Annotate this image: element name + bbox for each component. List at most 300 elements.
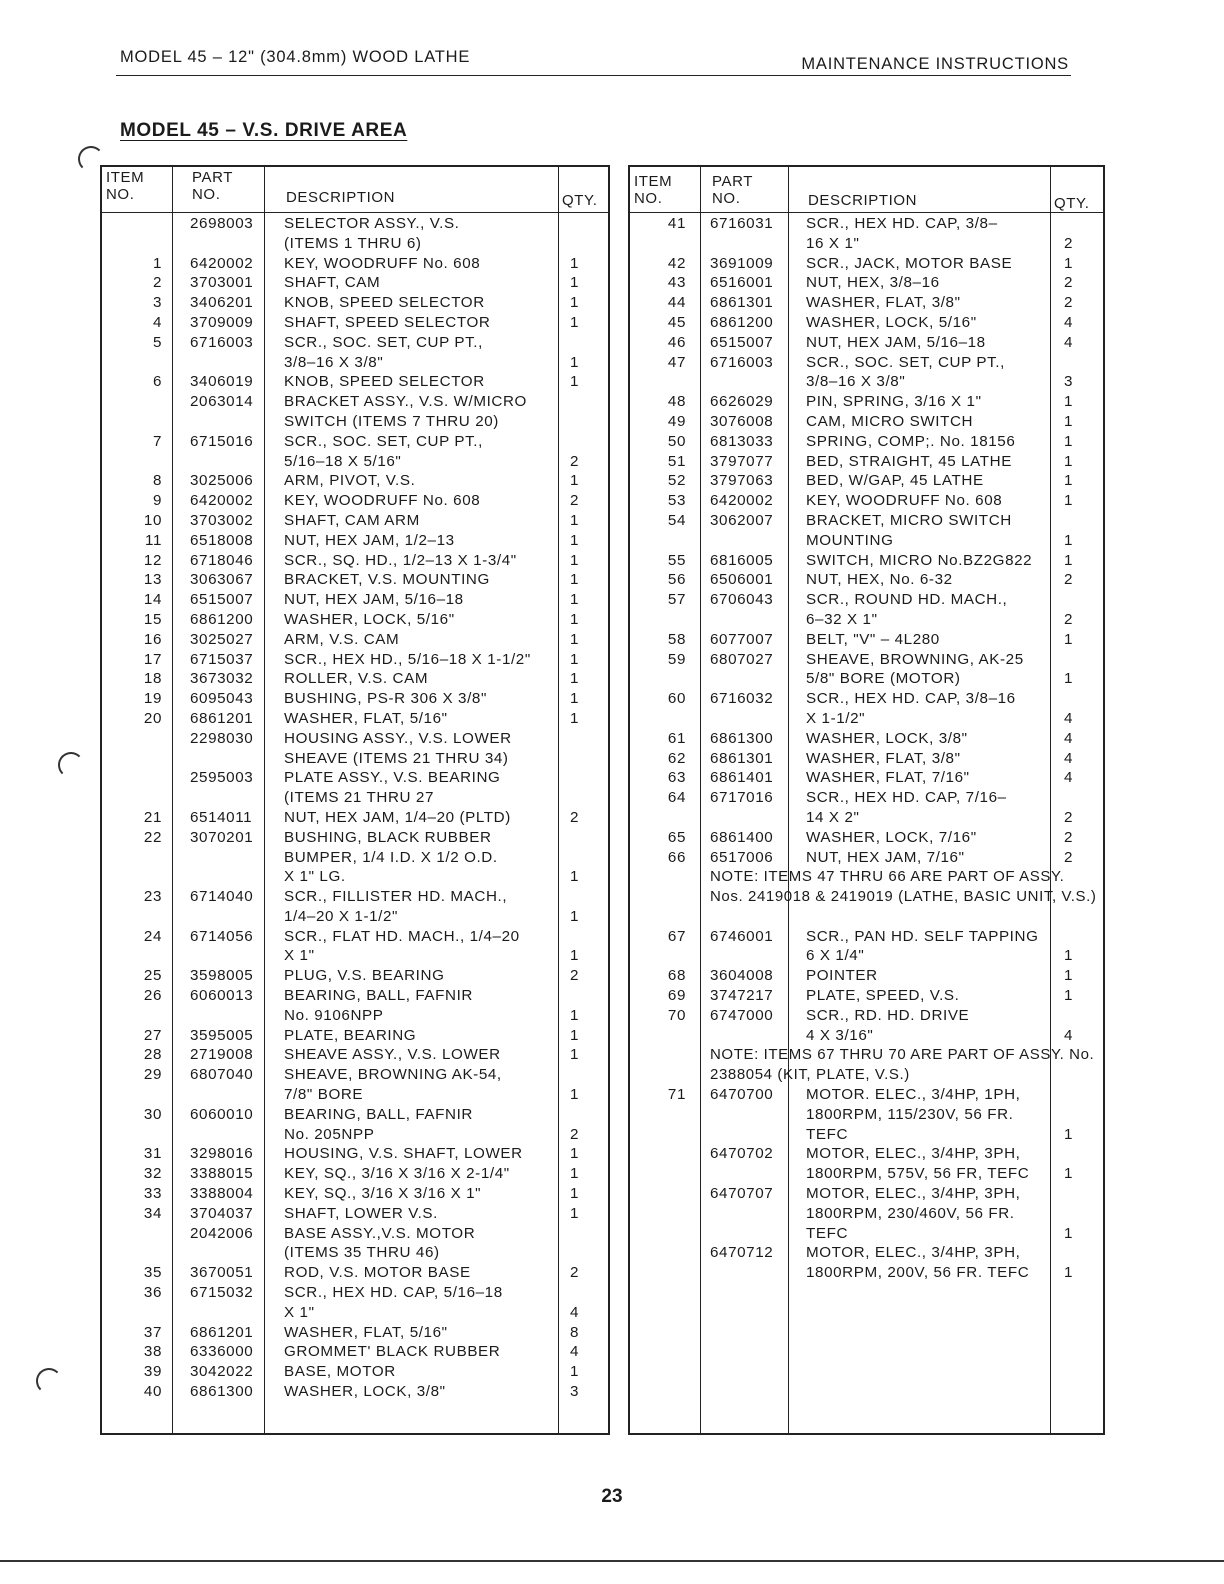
- cell-qty: 4: [1064, 313, 1074, 331]
- cell-description: KEY, WOODRUFF No. 608: [284, 492, 481, 510]
- cell-item: 38: [143, 1343, 162, 1361]
- cell-description: NUT, HEX JAM, 5/16–18: [806, 333, 986, 351]
- cell-part-no: 3691009: [710, 254, 774, 272]
- cell-part-no: 3076008: [710, 412, 774, 430]
- cell-description: KNOB, SPEED SELECTOR: [284, 373, 485, 391]
- cell-description: SHAFT, CAM ARM: [284, 511, 420, 529]
- cell-description: BRACKET, MICRO SWITCH: [806, 511, 1012, 529]
- cell-description: SHEAVE (ITEMS 21 THRU 34): [284, 749, 509, 767]
- cell-description: 1800RPM, 200V, 56 FR. TEFC: [806, 1264, 1030, 1282]
- table-row: [630, 689, 1103, 709]
- cell-part-no: 6626029: [710, 393, 774, 411]
- cell-part-no: 6716003: [190, 333, 254, 351]
- cell-description: SWITCH, MICRO No.BZ2G822: [806, 551, 1033, 569]
- table-row: [630, 551, 1103, 571]
- cell-description: X 1" LG.: [284, 868, 346, 886]
- cell-qty: 4: [570, 1343, 580, 1361]
- cell-description: KEY, WOODRUFF No. 608: [806, 492, 1003, 510]
- cell-qty: 1: [570, 1145, 580, 1163]
- cell-description: SHEAVE, BROWNING, AK-25: [806, 650, 1024, 668]
- cell-part-no: 6718046: [190, 551, 254, 569]
- cell-description: 14 X 2": [806, 808, 860, 826]
- cell-description: WASHER, FLAT, 5/16": [284, 1323, 448, 1341]
- table-row: [630, 570, 1103, 590]
- cell-description: SHEAVE ASSY., V.S. LOWER: [284, 1046, 501, 1064]
- cell-part-no: 2595003: [190, 769, 254, 787]
- cell-qty: 1: [1064, 393, 1074, 411]
- cell-item: 4: [152, 313, 162, 331]
- cell-part-no: 6515007: [710, 333, 774, 351]
- table-row: [102, 1323, 608, 1343]
- table-row: [630, 1006, 1103, 1026]
- cell-description: KEY, SQ., 3/16 X 3/16 X 2-1/4": [284, 1165, 510, 1183]
- cell-description: SCR., FILLISTER HD. MACH.,: [284, 888, 508, 906]
- table-row: [630, 471, 1103, 491]
- cell-description: KEY, WOODRUFF No. 608: [284, 254, 481, 272]
- cell-part-no: 6060010: [190, 1105, 254, 1123]
- cell-description: 1800RPM, 230/460V, 56 FR.: [806, 1204, 1015, 1222]
- table-row: [630, 313, 1103, 333]
- cell-description: NUT, HEX JAM, 1/4–20 (PLTD): [284, 808, 511, 826]
- cell-description: TEFC: [806, 1125, 849, 1143]
- cell-description: BRACKET, V.S. MOUNTING: [284, 571, 490, 589]
- cell-description: ROLLER, V.S. CAM: [284, 670, 429, 688]
- table-row: [102, 1263, 608, 1283]
- rows-right: [630, 214, 1103, 1283]
- cell-qty: 1: [570, 907, 580, 925]
- cell-description: 6–32 X 1": [806, 610, 878, 628]
- cell-qty: 1: [570, 868, 580, 886]
- cell-qty: 1: [570, 1026, 580, 1044]
- cell-qty: 1: [570, 472, 580, 490]
- cell-item: 9: [152, 492, 162, 510]
- table-row: [102, 1204, 608, 1224]
- cell-qty: 1: [570, 947, 580, 965]
- table-row: [630, 333, 1103, 353]
- cell-item: 68: [667, 967, 686, 985]
- cell-item: 28: [143, 1046, 162, 1064]
- cell-qty: 1: [570, 1165, 580, 1183]
- cell-qty: 2: [1064, 610, 1074, 628]
- cell-part-no: 3388004: [190, 1185, 254, 1203]
- cell-part-no: 6420002: [190, 492, 254, 510]
- cell-description: SCR., HEX HD. CAP, 3/8–16: [806, 690, 1016, 708]
- cell-qty: 1: [1064, 472, 1074, 490]
- cell-description: WASHER, LOCK, 5/16": [284, 610, 455, 628]
- cell-description: No. 205NPP: [284, 1125, 375, 1143]
- cell-part-no: 6861400: [710, 828, 774, 846]
- table-row: [630, 828, 1103, 848]
- cell-part-no: 6861401: [710, 769, 774, 787]
- table-row: [102, 887, 608, 907]
- cell-description: SHAFT, LOWER V.S.: [284, 1204, 438, 1222]
- cell-item: 1: [152, 254, 162, 272]
- note-text: NOTE: ITEMS 47 THRU 66 ARE PART OF ASSY. Nos. 2419018 & 2419019 (LATHE, BASIC UNIT, V.S.): [710, 868, 1097, 906]
- cell-description: SCR., HEX HD. CAP, 3/8–: [806, 215, 998, 232]
- cell-description: SCR., HEX HD., 5/16–18 X 1-1/2": [284, 650, 531, 668]
- cell-item: 44: [667, 294, 686, 312]
- cell-item: 50: [667, 432, 686, 450]
- cell-item: 55: [667, 551, 686, 569]
- cell-item: 10: [143, 511, 162, 529]
- cell-qty: 4: [1064, 769, 1074, 787]
- table-row: [630, 392, 1103, 412]
- cell-description: 3/8–16 X 3/8": [284, 353, 384, 371]
- table-row: [102, 1065, 608, 1085]
- cell-qty: 1: [570, 531, 580, 549]
- table-row: [102, 907, 608, 927]
- cell-part-no: 2042006: [190, 1224, 254, 1242]
- cell-description: BEARING, BALL, FAFNIR: [284, 987, 473, 1005]
- cell-qty: 1: [570, 353, 580, 371]
- table-row: [630, 1164, 1103, 1184]
- cell-description: TEFC: [806, 1224, 849, 1242]
- col-header-description: DESCRIPTION: [808, 192, 918, 209]
- cell-qty: 1: [1064, 947, 1074, 965]
- cell-item: 12: [143, 551, 162, 569]
- table-row: [102, 273, 608, 293]
- table-row: [102, 1125, 608, 1145]
- table-row: [630, 669, 1103, 689]
- cell-part-no: 3703001: [190, 274, 254, 292]
- cell-qty: 1: [570, 313, 580, 331]
- cell-description: BUMPER, 1/4 I.D. X 1/2 O.D.: [284, 848, 498, 866]
- cell-qty: 4: [570, 1303, 580, 1321]
- cell-qty: 1: [570, 511, 580, 529]
- table-row: [630, 273, 1103, 293]
- col-header-description: DESCRIPTION: [286, 189, 396, 206]
- cell-part-no: 2063014: [190, 393, 254, 411]
- cell-description: SCR., SOC. SET, CUP PT.,: [806, 353, 1005, 371]
- header-left-title: MODEL 45 – 12" (304.8mm) WOOD LATHE: [120, 48, 471, 66]
- table-row: [102, 491, 608, 511]
- cell-item: 24: [143, 927, 162, 945]
- table-row: [630, 412, 1103, 432]
- cell-part-no: 3709009: [190, 313, 254, 331]
- cell-description: ROD, V.S. MOTOR BASE: [284, 1264, 471, 1282]
- table-row: [102, 709, 608, 729]
- cell-item: 5: [152, 333, 162, 351]
- cell-part-no: 3797077: [710, 452, 774, 470]
- cell-qty: 2: [1064, 234, 1074, 252]
- cell-description: X 1": [284, 947, 315, 965]
- cell-qty: 1: [570, 610, 580, 628]
- table-row: [630, 808, 1103, 828]
- cell-qty: 2: [1064, 808, 1074, 826]
- table-row: [630, 966, 1103, 986]
- cell-part-no: 3673032: [190, 670, 254, 688]
- cell-description: WASHER, FLAT, 5/16": [284, 709, 448, 727]
- table-row: [102, 1362, 608, 1382]
- cell-item: 59: [667, 650, 686, 668]
- cell-qty: 2: [570, 967, 580, 985]
- cell-description: MOTOR, ELEC., 3/4HP, 3PH,: [806, 1185, 1021, 1203]
- cell-qty: 1: [570, 571, 580, 589]
- cell-item: 39: [143, 1363, 162, 1381]
- cell-description: 1800RPM, 575V, 56 FR, TEFC: [806, 1165, 1030, 1183]
- table-row: [102, 1164, 608, 1184]
- table-row: [102, 867, 608, 887]
- cell-part-no: 6714056: [190, 927, 254, 945]
- cell-description: WASHER, LOCK, 3/8": [284, 1383, 446, 1401]
- cell-part-no: 3595005: [190, 1026, 254, 1044]
- cell-part-no: 6861301: [710, 294, 774, 312]
- table-row: [630, 1026, 1103, 1046]
- cell-item: 45: [667, 313, 686, 331]
- cell-item: 58: [667, 630, 686, 648]
- table-row: [102, 630, 608, 650]
- cell-item: 41: [667, 215, 686, 232]
- cell-description: 5/8" BORE (MOTOR): [806, 670, 961, 688]
- cell-qty: 3: [570, 1383, 580, 1401]
- cell-item: 3: [152, 294, 162, 312]
- cell-description: SCR., SOC. SET, CUP PT.,: [284, 333, 483, 351]
- cell-qty: 1: [1064, 412, 1074, 430]
- cell-description: 5/16–18 X 5/16": [284, 452, 402, 470]
- cell-part-no: 3797063: [710, 472, 774, 490]
- cell-description: 3/8–16 X 3/8": [806, 373, 906, 391]
- table-row: [102, 966, 608, 986]
- table-row: [102, 293, 608, 313]
- cell-item: 22: [143, 828, 162, 846]
- cell-part-no: 3670051: [190, 1264, 254, 1282]
- header-divider: [630, 212, 1103, 213]
- cell-part-no: 6506001: [710, 571, 774, 589]
- cell-qty: 3: [1064, 373, 1074, 391]
- cell-part-no: 3598005: [190, 967, 254, 985]
- note-text: NOTE: ITEMS 67 THRU 70 ARE PART OF ASSY. No. 2388054 (KIT, PLATE, V.S.): [710, 1046, 1095, 1084]
- col-header-qty: QTY.: [562, 192, 598, 209]
- cell-part-no: 6336000: [190, 1343, 254, 1361]
- cell-part-no: 6716031: [710, 215, 774, 232]
- cell-item: 36: [143, 1284, 162, 1302]
- cell-item: 62: [667, 749, 686, 767]
- table-row: [102, 768, 608, 788]
- cell-part-no: 3070201: [190, 828, 254, 846]
- cell-part-no: 6716032: [710, 690, 774, 708]
- cell-item: 35: [143, 1264, 162, 1282]
- table-row: [630, 452, 1103, 472]
- cell-description: HOUSING ASSY., V.S. LOWER: [284, 729, 512, 747]
- cell-part-no: 6706043: [710, 591, 774, 609]
- cell-description: NUT, HEX JAM, 5/16–18: [284, 591, 464, 609]
- cell-description: WASHER, LOCK, 3/8": [806, 729, 968, 747]
- cell-qty: 8: [570, 1323, 580, 1341]
- cell-part-no: 6470712: [710, 1244, 774, 1262]
- cell-description: NUT, HEX JAM, 7/16": [806, 848, 965, 866]
- table-row: [630, 848, 1103, 868]
- cell-qty: 2: [570, 1264, 580, 1282]
- table-row: [630, 214, 1103, 234]
- cell-part-no: 6861201: [190, 709, 254, 727]
- table-row: [630, 610, 1103, 630]
- cell-description: 1800RPM, 115/230V, 56 FR.: [806, 1105, 1014, 1123]
- cell-item: 42: [667, 254, 686, 272]
- page-bottom-rule: [0, 1560, 1224, 1562]
- table-row: [102, 1006, 608, 1026]
- cell-description: SELECTOR ASSY., V.S.: [284, 215, 460, 232]
- cell-description: No. 9106NPP: [284, 1006, 384, 1024]
- cell-part-no: 6470700: [710, 1086, 774, 1104]
- cell-item: 30: [143, 1105, 162, 1123]
- cell-description: X 1-1/2": [806, 709, 866, 727]
- cell-description: BELT, "V" – 4L280: [806, 630, 940, 648]
- table-row: [630, 927, 1103, 947]
- page-number: 23: [601, 1486, 623, 1507]
- cell-part-no: 3406201: [190, 294, 254, 312]
- table-row: [102, 1144, 608, 1164]
- cell-part-no: 6514011: [190, 808, 253, 826]
- cell-description: GROMMET' BLACK RUBBER: [284, 1343, 501, 1361]
- cell-part-no: 6861301: [710, 749, 774, 767]
- cell-item: 18: [143, 670, 162, 688]
- cell-item: 67: [667, 927, 686, 945]
- cell-part-no: 6470702: [710, 1145, 774, 1163]
- cell-description: SHEAVE, BROWNING AK-54,: [284, 1066, 502, 1084]
- cell-qty: 1: [570, 630, 580, 648]
- cell-description: WASHER, LOCK, 5/16": [806, 313, 977, 331]
- cell-qty: 4: [1064, 1026, 1074, 1044]
- cell-qty: 1: [1064, 1125, 1074, 1143]
- cell-qty: 1: [1064, 1224, 1074, 1242]
- cell-description: SCR., FLAT HD. MACH., 1/4–20: [284, 927, 520, 945]
- table-row: [102, 946, 608, 966]
- cell-qty: 1: [570, 650, 580, 668]
- cell-description: CAM, MICRO SWITCH: [806, 412, 974, 430]
- cell-description: ARM, PIVOT, V.S.: [284, 472, 416, 490]
- cell-part-no: 3604008: [710, 967, 774, 985]
- table-row: [102, 570, 608, 590]
- cell-qty: 1: [570, 551, 580, 569]
- cell-description: ARM, V.S. CAM: [284, 630, 400, 648]
- cell-description: HOUSING, V.S. SHAFT, LOWER: [284, 1145, 523, 1163]
- cell-description: SHAFT, SPEED SELECTOR: [284, 313, 491, 331]
- cell-part-no: 6861200: [710, 313, 774, 331]
- cell-qty: 2: [1064, 848, 1074, 866]
- table-row: [630, 788, 1103, 808]
- cell-description: PLATE, BEARING: [284, 1026, 417, 1044]
- table-row: [630, 353, 1103, 373]
- cell-part-no: 6095043: [190, 690, 254, 708]
- table-row: [102, 1342, 608, 1362]
- table-row: [102, 1085, 608, 1105]
- cell-qty: 1: [1064, 432, 1074, 450]
- table-row: [102, 471, 608, 491]
- cell-description: (ITEMS 1 THRU 6): [284, 234, 422, 252]
- table-row: [102, 254, 608, 274]
- cell-item: 40: [143, 1383, 162, 1401]
- table-row: [102, 432, 608, 452]
- cell-item: 47: [667, 353, 686, 371]
- cell-description: BUSHING, PS-R 306 X 3/8": [284, 690, 487, 708]
- table-row: [630, 768, 1103, 788]
- cell-description: SCR., SOC. SET, CUP PT.,: [284, 432, 483, 450]
- cell-part-no: 2298030: [190, 729, 254, 747]
- cell-part-no: 3298016: [190, 1145, 254, 1163]
- cell-item: 43: [667, 274, 686, 292]
- table-row: [630, 293, 1103, 313]
- cell-item: 11: [145, 531, 162, 549]
- cell-description: WASHER, FLAT, 3/8": [806, 749, 961, 767]
- table-row: [102, 927, 608, 947]
- cell-part-no: 6420002: [190, 254, 254, 272]
- cell-description: WASHER, LOCK, 7/16": [806, 828, 977, 846]
- cell-part-no: 6861201: [190, 1323, 254, 1341]
- table-row: [630, 1184, 1103, 1204]
- table-row: [102, 1184, 608, 1204]
- table-row: [102, 689, 608, 709]
- cell-item: 16: [143, 630, 162, 648]
- section-title: MODEL 45 – V.S. DRIVE AREA: [120, 120, 408, 141]
- table-row: [102, 214, 608, 234]
- table-row: [102, 412, 608, 432]
- table-row: [102, 1045, 608, 1065]
- table-row: [102, 333, 608, 353]
- cell-part-no: 6420002: [710, 492, 774, 510]
- cell-qty: 1: [570, 591, 580, 609]
- cell-qty: 1: [570, 294, 580, 312]
- header-right-title: MAINTENANCE INSTRUCTIONS: [801, 55, 1069, 73]
- cell-description: 1/4–20 X 1-1/2": [284, 907, 399, 925]
- cell-item: 13: [143, 571, 162, 589]
- cell-part-no: 6861300: [710, 729, 774, 747]
- table-row: [102, 986, 608, 1006]
- cell-item: 26: [143, 987, 162, 1005]
- cell-qty: 2: [570, 1125, 580, 1143]
- cell-description: PIN, SPRING, 3/16 X 1": [806, 393, 982, 411]
- table-row: [630, 946, 1103, 966]
- cell-qty: 1: [570, 1086, 580, 1104]
- table-row: [630, 986, 1103, 1006]
- cell-qty: 1: [1064, 1264, 1074, 1282]
- cell-part-no: 6715037: [190, 650, 254, 668]
- cell-description: SCR., PAN HD. SELF TAPPING: [806, 927, 1039, 945]
- parts-table-left: [100, 165, 610, 1435]
- cell-part-no: 3062007: [710, 511, 774, 529]
- cell-qty: 2: [570, 492, 580, 510]
- cell-description: POINTER: [806, 967, 878, 985]
- table-row: [630, 432, 1103, 452]
- cell-qty: 4: [1064, 333, 1074, 351]
- table-row: [630, 650, 1103, 670]
- cell-part-no: 3703002: [190, 511, 254, 529]
- cell-description: NUT, HEX, No. 6-32: [806, 571, 953, 589]
- cell-description: SCR., RD. HD. DRIVE: [806, 1006, 970, 1024]
- table-row: [630, 1263, 1103, 1283]
- table-row: [630, 729, 1103, 749]
- cell-qty: 1: [1064, 254, 1074, 272]
- table-row: [102, 1283, 608, 1303]
- table-row: [102, 531, 608, 551]
- table-row: [630, 1085, 1103, 1105]
- cell-item: 31: [143, 1145, 162, 1163]
- cell-description: SPRING, COMP;. No. 18156: [806, 432, 1016, 450]
- cell-qty: 2: [1064, 274, 1074, 292]
- cell-item: 51: [667, 452, 686, 470]
- cell-part-no: 6077007: [710, 630, 774, 648]
- cell-qty: 1: [1064, 492, 1074, 510]
- cell-part-no: 3747217: [710, 987, 774, 1005]
- cell-qty: 1: [570, 1046, 580, 1064]
- cell-description: PLATE, SPEED, V.S.: [806, 987, 960, 1005]
- table-row: [102, 669, 608, 689]
- cell-item: 52: [667, 472, 686, 490]
- table-row: [102, 1026, 608, 1046]
- cell-item: 49: [667, 412, 686, 430]
- cell-item: 15: [143, 610, 162, 628]
- cell-item: 19: [143, 690, 162, 708]
- parts-table-right: [628, 165, 1105, 1435]
